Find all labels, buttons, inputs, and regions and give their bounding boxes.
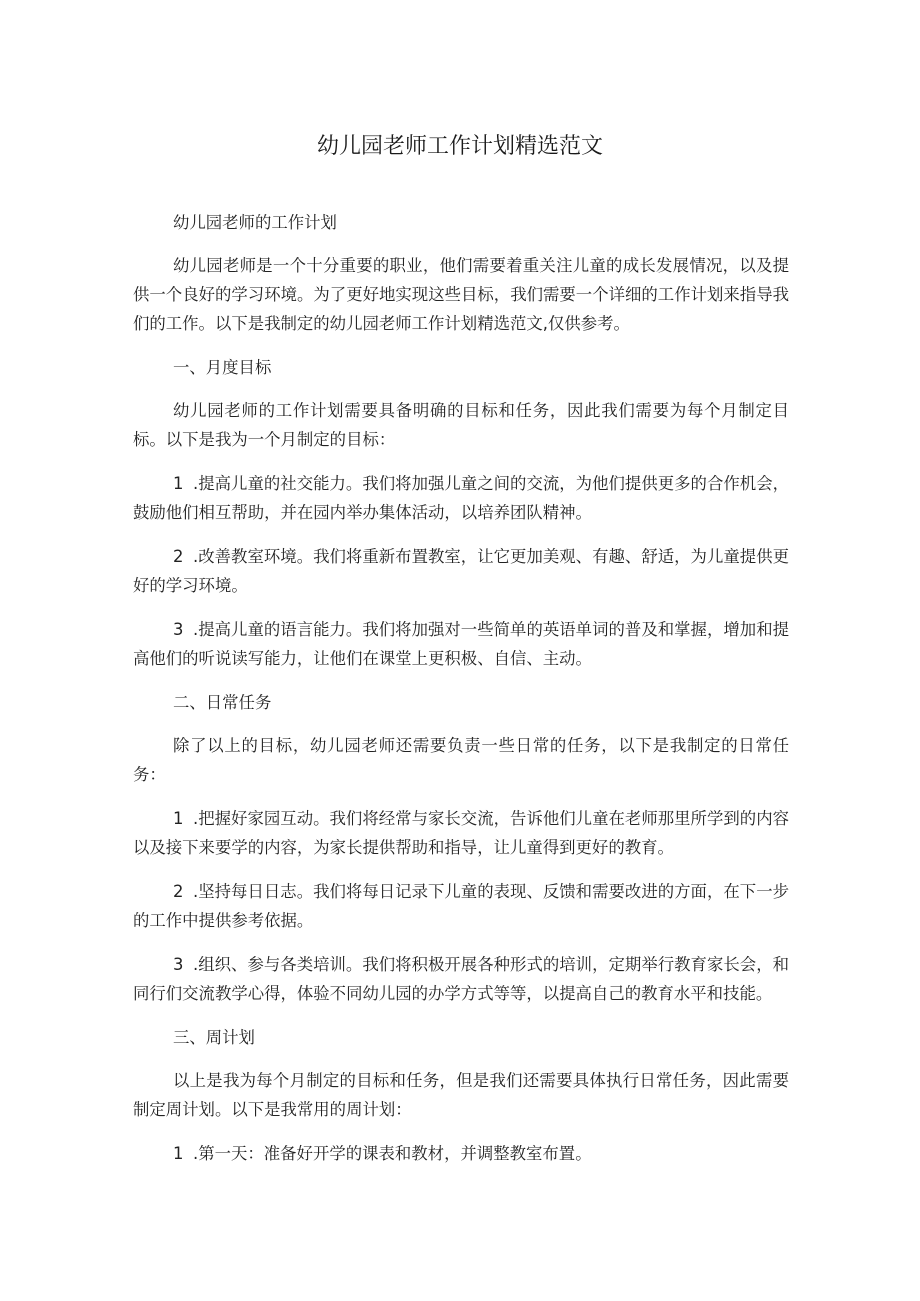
list-item (133, 469, 789, 527)
list-item-text: .改善教室环境。我们将重新布置教室，让它更加美观、有趣、舒适，为儿童提供更好的学习环境。 (133, 547, 789, 595)
list-item-number: 1 (173, 1144, 184, 1163)
section-heading-monthly-goals: 一、月度目标 (173, 358, 272, 377)
list-item-number: 2 (173, 882, 184, 901)
list-item (133, 542, 789, 600)
list-item-number: 3 (173, 955, 184, 974)
list-item-number: 3 (173, 620, 184, 639)
list-item (133, 950, 789, 1008)
list-item-text: .第一天：准备好开学的课表和教材，并调整教室布置。 (193, 1144, 592, 1163)
intro-paragraph: 幼儿园老师是一个十分重要的职业，他们需要着重关注儿童的成长发展情况，以及提供一个良好的学习环境。为了更好地实现这些目标，我们需要一个详细的工作计划来指导我们的工作。以下是我制定的幼儿园老师工作计划精选范文,仅供参考。 (133, 256, 789, 333)
list-item-text: .提高儿童的语言能力。我们将加强对一些简单的英语单词的普及和掌握，增加和提高他们的听说读写能力，让他们在课堂上更积极、自信、主动。 (133, 620, 789, 668)
section-heading-weekly-plan: 三、周计划 (173, 1028, 255, 1047)
list-item (133, 877, 789, 935)
section-intro-weekly-plan: 以上是我为每个月制定的目标和任务，但是我们还需要具体执行日常任务，因此需要制定周计划。以下是我常用的周计划： (133, 1071, 789, 1119)
section-heading-daily-tasks: 二、日常任务 (173, 693, 272, 712)
list-item-text: .把握好家园互动。我们将经常与家长交流，告诉他们儿童在老师那里所学到的内容以及接下来要学的内容，为家长提供帮助和指导，让儿童得到更好的教育。 (133, 809, 789, 857)
list-item-number: 1 (173, 474, 184, 493)
section-intro-monthly-goals: 幼儿园老师的工作计划需要具备明确的目标和任务，因此我们需要为每个月制定目标。以下是我为一个月制定的目标： (133, 401, 789, 449)
document-body (133, 208, 789, 1183)
list-item-number: 1 (173, 809, 184, 828)
document-title: 幼儿园老师工作计划精选范文 (316, 134, 603, 159)
section-intro-daily-tasks: 除了以上的目标，幼儿园老师还需要负责一些日常的任务，以下是我制定的日常任务： (133, 736, 789, 784)
list-item-text: .提高儿童的社交能力。我们将加强儿童之间的交流，为他们提供更多的合作机会，鼓励他们相互帮助，并在园内举办集体活动，以培养团队精神。 (133, 474, 789, 522)
list-item-text: .组织、参与各类培训。我们将积极开展各种形式的培训，定期举行教育家长会，和同行们交流教学心得，体验不同幼儿园的办学方式等等，以提高自己的教育水平和技能。 (133, 955, 789, 1003)
list-item (133, 615, 789, 673)
list-item (133, 804, 789, 862)
list-item-number: 2 (173, 547, 184, 566)
list-item-text: .坚持每日日志。我们将每日记录下儿童的表现、反馈和需要改进的方面，在下一步的工作中提供参考依据。 (133, 882, 789, 930)
list-item (133, 1139, 789, 1168)
document-subtitle: 幼儿园老师的工作计划 (173, 213, 337, 232)
